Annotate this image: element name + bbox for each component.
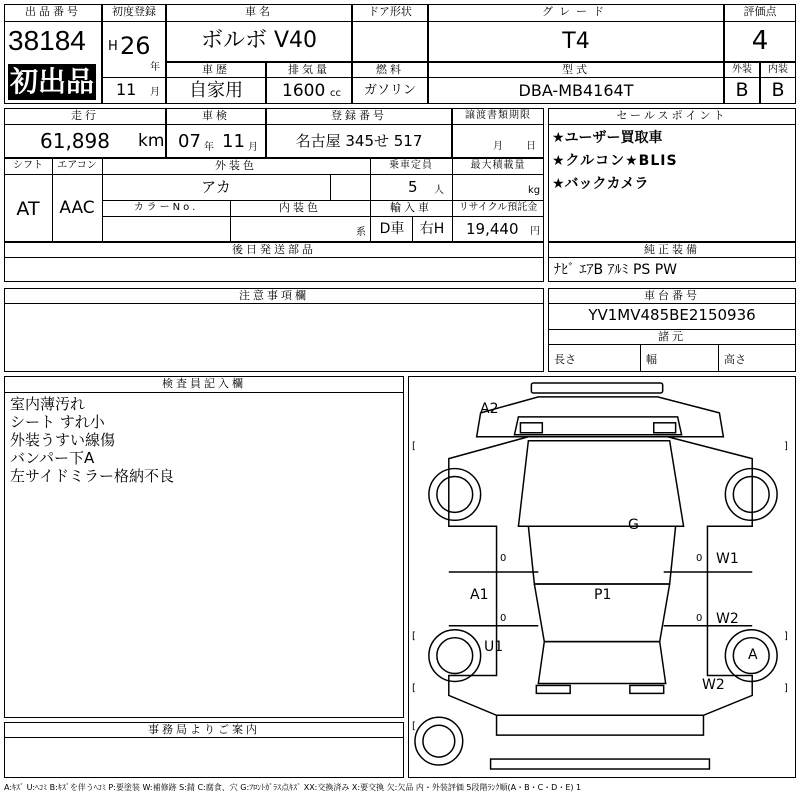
lot-label: 出品番号 — [25, 5, 81, 18]
model-label: 型式 — [562, 63, 590, 76]
rear-bumper — [497, 715, 704, 735]
shift-label: シフト — [13, 160, 43, 171]
fuel: ガソリン — [363, 83, 416, 98]
door-label: ドア形状 — [368, 5, 412, 18]
windshield — [528, 526, 675, 584]
interior-color-suffix: 系 — [356, 227, 366, 238]
mark-w2-bottom: W2 — [702, 677, 725, 693]
mark-a2: A2 — [480, 401, 499, 417]
reg-year: 26 — [120, 32, 151, 60]
month-unit: 月 — [150, 87, 160, 98]
recycle-label: リサイクル預託金 — [458, 202, 538, 213]
car-name: ボルボ V40 — [200, 28, 318, 53]
displacement-label: 排気量 — [288, 63, 330, 76]
spare-wheel — [415, 717, 463, 765]
bracket-right-mid: ] — [784, 631, 788, 642]
mark-zero-left-rear: 0 — [500, 613, 507, 624]
recycle-unit: 円 — [530, 226, 540, 237]
bracket-right-top: ] — [784, 441, 788, 452]
bracket-left-mid: [ — [412, 631, 416, 642]
inspector-note-4: バンパー下A — [10, 449, 95, 467]
color-label: 外装色 — [215, 159, 257, 172]
genuine-equipment-label: 純正装備 — [644, 243, 700, 256]
inspector-note-3: 外装うすい線傷 — [10, 431, 116, 449]
inspection-year: 07 — [178, 131, 201, 152]
mileage-label: 走行 — [71, 109, 99, 122]
mark-a: A — [748, 647, 758, 663]
era: H — [108, 39, 118, 54]
shift: AT — [16, 198, 40, 220]
car-body-outline — [449, 437, 752, 716]
inspector-note-2: シート すれ小 — [10, 413, 105, 431]
fuel-label: 燃料 — [376, 63, 404, 76]
rear-window — [538, 642, 665, 684]
inspector-note-1: 室内薄汚れ — [10, 395, 86, 413]
recycle-fee: 19,440 — [466, 220, 519, 238]
int-grade: B — [771, 79, 785, 101]
front-bumper-shape — [531, 383, 662, 393]
import-side: 右H — [419, 221, 445, 237]
mileage: 61,898 — [40, 129, 110, 153]
wheel-front-left-inner — [437, 477, 473, 513]
mark-zero-right-front: 0 — [696, 553, 703, 564]
first-listing-badge: 初出品 — [9, 65, 94, 98]
front-grille-right — [654, 423, 676, 433]
bracket-right-low: ] — [784, 683, 788, 694]
bracket-left-bottom: [ — [412, 721, 416, 732]
width-label: 幅 — [646, 353, 657, 366]
first-reg-label: 初度登録 — [112, 5, 156, 18]
ext-label: 外装 — [732, 64, 752, 75]
inspector-note-5: 左サイドミラー格納不良 — [10, 467, 174, 485]
notes-label: 注意事項欄 — [239, 289, 309, 302]
sales-points-label: セールスポイント — [616, 109, 728, 122]
capacity: 5 — [408, 178, 418, 196]
color-number-label: カラーNo. — [133, 202, 199, 213]
year-unit: 年 — [150, 62, 160, 73]
car-name-label: 車名 — [245, 5, 273, 18]
front-grille-left — [520, 423, 542, 433]
inspection-month: 11 — [222, 131, 245, 152]
history: 自家用 — [189, 80, 243, 101]
capacity-unit: 人 — [434, 185, 444, 196]
inspection-label: 車検 — [202, 109, 230, 122]
ac: AAC — [59, 198, 95, 218]
mileage-unit: km — [138, 131, 165, 151]
model: DBA-MB4164T — [518, 81, 634, 100]
mark-u1: U1 — [484, 639, 504, 655]
mark-w1: W1 — [716, 551, 739, 567]
dims-label: 諸元 — [658, 330, 686, 343]
inspection-month-unit: 月 — [248, 142, 258, 153]
mark-zero-left-front: 0 — [500, 553, 507, 564]
ac-label: エアコン — [57, 160, 97, 171]
mark-w2-right: W2 — [716, 611, 739, 627]
sales-points-section — [548, 108, 796, 242]
history-label: 車歴 — [202, 63, 230, 76]
transfer-day-unit: 日 — [526, 141, 536, 152]
lot-number: 38184 — [8, 25, 86, 56]
wheel-front-right-inner — [733, 477, 769, 513]
transfer-label: 譲渡書類期限 — [465, 110, 531, 121]
wheel-rear-left-inner — [437, 638, 473, 674]
rear-lamp-left — [536, 685, 570, 693]
displacement-unit: cc — [330, 88, 341, 99]
rear-lamp-right — [630, 685, 664, 693]
bracket-left-top: [ — [412, 441, 416, 452]
exterior-color: アカ — [201, 178, 231, 196]
spare-wheel-inner — [423, 725, 455, 757]
inspector-label: 検査員記入欄 — [162, 377, 246, 390]
vehicle-condition-diagram — [408, 376, 796, 778]
score-label: 評価点 — [743, 5, 777, 18]
mark-zero-right-rear: 0 — [696, 613, 703, 624]
grade-label: グレード — [542, 5, 610, 18]
chassis-label: 車台番号 — [644, 289, 700, 302]
reg-month: 11 — [116, 80, 137, 99]
reg-number: 名古屋 345せ 517 — [295, 132, 423, 150]
mark-p1: P1 — [594, 587, 612, 603]
load-label: 最大積載量 — [470, 160, 526, 171]
import-drive: D車 — [379, 221, 405, 237]
rear-bumper-bottom — [491, 759, 710, 769]
ext-grade: B — [735, 79, 749, 101]
score: 4 — [751, 26, 769, 56]
height-label: 高さ — [724, 353, 746, 366]
int-label: 内装 — [768, 64, 788, 75]
interior-color-label: 内装色 — [279, 201, 321, 214]
load-unit: kg — [528, 185, 541, 196]
later-parts-label: 後日発送部品 — [232, 243, 316, 256]
length-label: 長さ — [554, 353, 576, 366]
displacement: 1600 — [282, 81, 326, 101]
chassis-number: YV1MV485BE2150936 — [588, 306, 756, 324]
inspection-year-unit: 年 — [204, 142, 214, 153]
bracket-left-low: [ — [412, 683, 416, 694]
mark-g: G — [628, 517, 639, 533]
office-label: 事務局よりご案内 — [148, 723, 260, 736]
sales-point-3: ★バックカメラ — [552, 176, 649, 192]
transfer-month-unit: 月 — [493, 141, 503, 152]
grade: T4 — [562, 29, 590, 54]
import-label: 輸入車 — [390, 201, 432, 214]
legend: A:ｷｽﾞ U:ﾍｺﾐ B:ｷｽﾞを伴うﾍｺﾐ P:要塗装 W:補修跡 S:錆 C:腐食、穴 G:ﾌﾛﾝﾄｶﾞﾗｽ点ｷｽﾞ XX:交換済み X:要交換 欠:欠品 内・外装評価 5段階ﾗﾝｸ順(A・B・C・D・E) 1 — [4, 783, 582, 792]
hood — [518, 441, 683, 527]
genuine-equipment: ﾅﾋﾞ ｴｱB ｱﾙﾐ PS PW — [554, 262, 678, 278]
sales-point-1: ★ユーザー買取車 — [552, 130, 663, 146]
mark-a1: A1 — [470, 587, 489, 603]
sales-point-2: ★クルコン★BLIS — [552, 153, 678, 169]
capacity-label: 乗車定員 — [389, 160, 433, 171]
reg-label: 登録番号 — [331, 109, 387, 122]
